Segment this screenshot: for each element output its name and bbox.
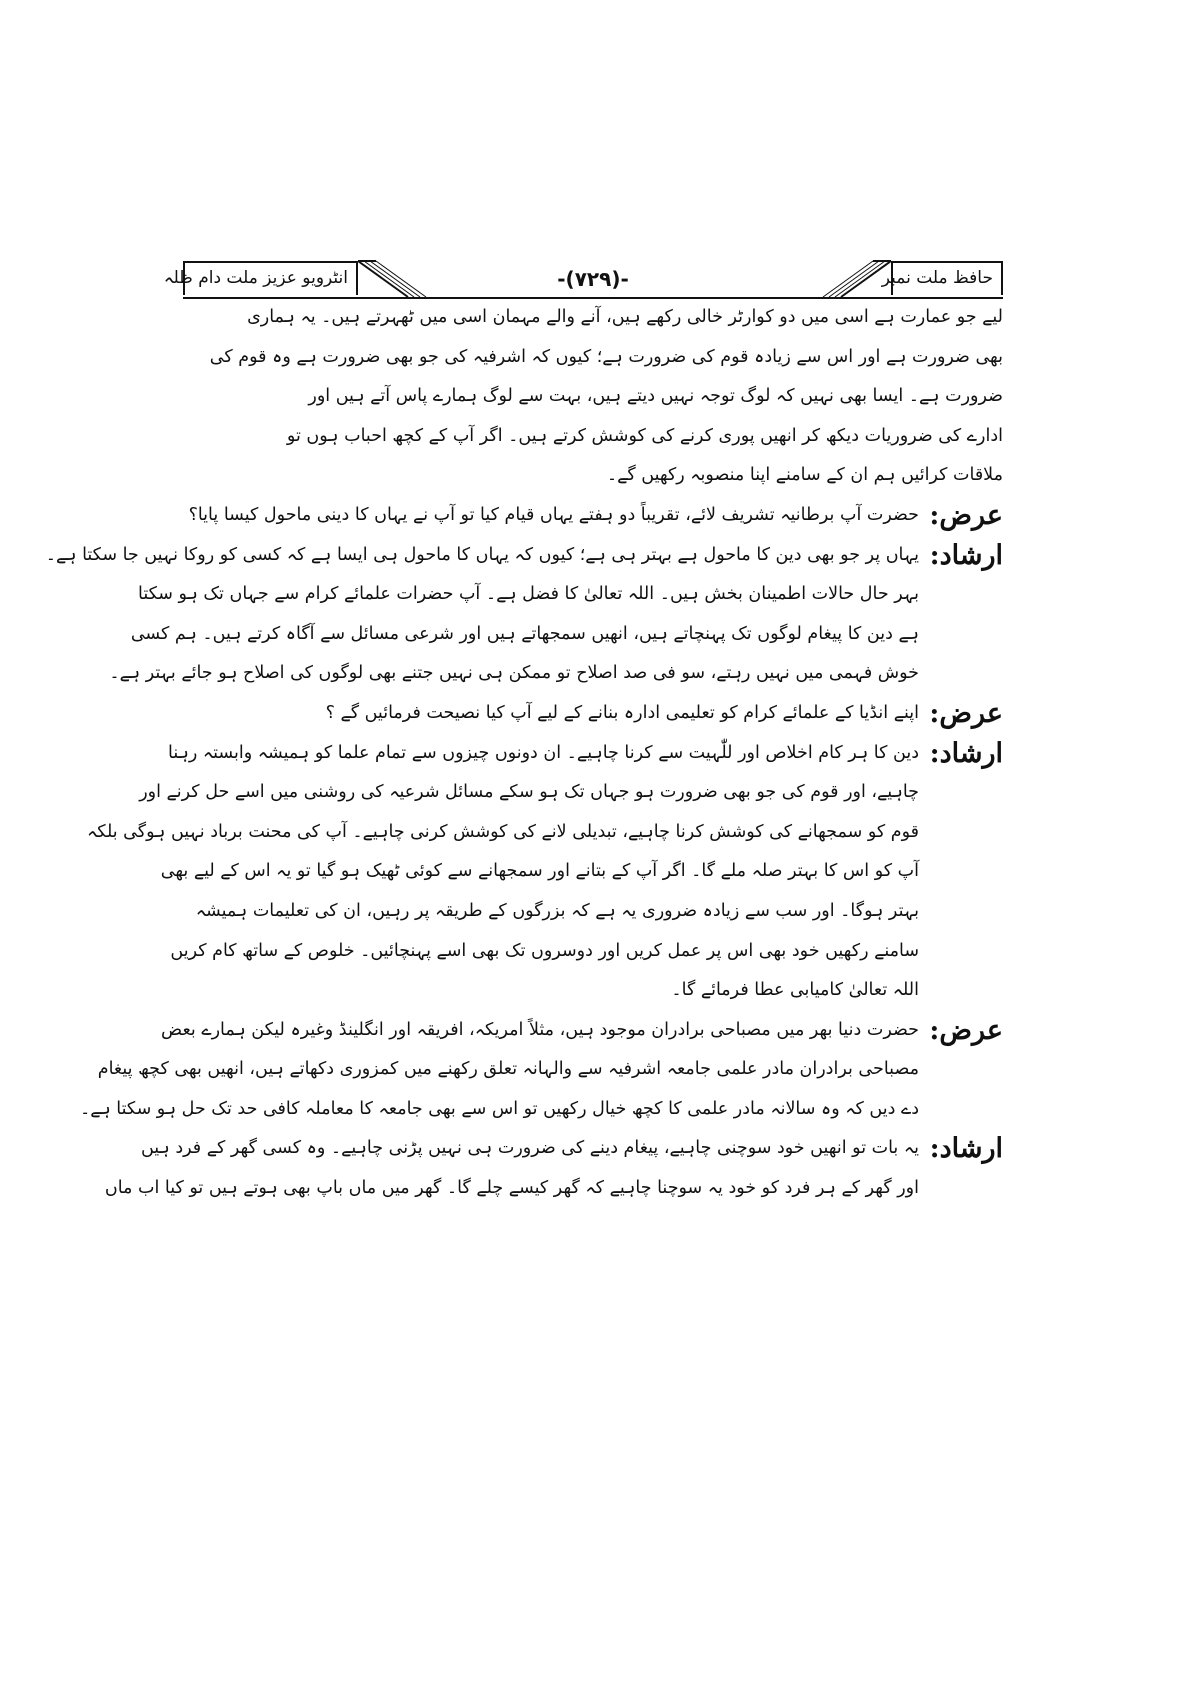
- text-line: آپ کو اس کا بہتر صلہ ملے گا۔ اگر آپ کے بتانے اور سمجھانے سے کوئی ٹھیک ہو گیا تو یہ اس کے لیے بھی: [160, 861, 919, 882]
- question-label: عرض:: [929, 499, 1003, 531]
- text-line: ضرورت ہے۔ ایسا بھی نہیں کہ لوگ توجہ نہیں دیتے ہیں، بہت سے لوگ ہمارے پاس آتے ہیں اور: [308, 386, 1003, 407]
- header-section-title: انٹرویو عزیز ملت دام ظلہ: [183, 261, 358, 295]
- answer-label: ارشاد:: [929, 539, 1003, 571]
- text-line: بہر حال حالات اطمینان بخش ہیں۔ اللہ تعالیٰ کا فضل ہے۔ آپ حضرات علمائے کرام سے جہاں تک ہو سکتا: [138, 584, 919, 605]
- question-block: [183, 694, 1003, 734]
- text-line: ادارے کی ضروریات دیکھ کر انھیں پوری کرنے کی کوشش کرتے ہیں۔ اگر آپ کے کچھ احباب ہوں تو: [286, 425, 1003, 446]
- text-line: بھی ضرورت ہے اور اس سے زیادہ قوم کی ضرورت ہے؛ کیوں کہ اشرفیہ کی جو بھی ضرورت ہے وہ قوم کی: [209, 346, 1003, 367]
- text-line: حضرت دنیا بھر میں مصباحی برادران موجود ہیں، مثلاً امریکہ، افریقہ اور انگلینڈ وغیرہ لیکن ہمارے بعض: [161, 1019, 919, 1040]
- answer-text: [45, 536, 919, 694]
- text-line: اللہ تعالیٰ کامیابی عطا فرمائے گا۔: [671, 980, 919, 1001]
- header-diagonal-ornament-left: [358, 253, 468, 297]
- paragraph-continuation: [183, 298, 1003, 496]
- question-block: [183, 496, 1003, 536]
- text-line: لیے جو عمارت ہے اسی میں دو کوارٹر خالی رکھے ہیں، آنے والے مہمان اسی میں ٹھہرتے ہیں۔ یہ ہماری: [247, 307, 1003, 327]
- text-line: اور گھر کے ہر فرد کو خود یہ سوچنا چاہیے کہ گھر کیسے چلے گا۔ گھر میں ماں باپ بھی ہوتے ہیں تو کیا اب ماں: [104, 1178, 919, 1199]
- text-line: یہاں پر جو بھی دین کا ماحول ہے بہتر ہی ہے؛ کیوں کہ یہاں کا ماحول ہی ایسا ہے کہ کسی کو روکا نہیں جا سکتا ہے۔: [45, 544, 919, 565]
- question-block: [79, 1011, 1003, 1130]
- answer-label: ارشاد:: [929, 737, 1003, 769]
- question-text: [183, 496, 919, 536]
- running-header: [163, 253, 1003, 299]
- interview-body: [45, 298, 1003, 1209]
- text-line: قوم کو سمجھانے کی کوشش کرنا چاہیے، تبدیلی لانے کی کوشش کرنی چاہیے۔ آپ کی محنت برباد نہیں ہوگی بلکہ: [87, 821, 919, 842]
- question-label: عرض:: [929, 1014, 1003, 1046]
- text-line: چاہیے، اور قوم کی جو بھی ضرورت ہو جہاں تک ہو سکے مسائل شرعیہ کی روشنی میں اسے حل کرنے اور: [139, 782, 919, 803]
- text-line: سامنے رکھیں خود بھی اس پر عمل کریں اور دوسروں تک بھی اسے پہنچائیں۔ خلوص کے ساتھ کام کریں: [170, 940, 919, 961]
- text-line: دین کا ہر کام اخلاص اور للّٰہیت سے کرنا چاہیے۔ ان دونوں چیزوں سے تمام علما کو ہمیشہ وابستہ رہنا: [167, 742, 919, 763]
- answer-label: ارشاد:: [929, 1133, 1003, 1165]
- answer-block: [87, 734, 1003, 1011]
- text-line: دے دیں کہ وہ سالانہ مادر علمی کا کچھ خیال رکھیں تو اس سے بھی جامعہ کا معاملہ کافی حد تک حل ہو سکتا ہے۔: [79, 1098, 919, 1119]
- text-line: خوش فہمی میں نہیں رہتے، سو فی صد اصلاح تو ممکن ہی نہیں جتنے بھی لوگوں کی اصلاح ہو جائے بہتر ہے۔: [109, 663, 919, 684]
- text-line: ملاقات کرائیں ہم ان کے سامنے اپنا منصوبہ رکھیں گے۔: [606, 465, 1003, 486]
- text-line: اپنے انڈیا کے علمائے کرام کو تعلیمی ادارہ بنانے کے لیے آپ کیا نصیحت فرمائیں گے ؟: [325, 702, 919, 723]
- text-line: حضرت آپ برطانیہ تشریف لائے، تقریباً دو ہفتے یہاں قیام کیا تو آپ نے یہاں کا دینی ماحول کیسا پایا؟: [188, 504, 919, 525]
- text-line: ہے دین کا پیغام لوگوں تک پہنچاتے ہیں، انھیں سمجھاتے ہیں اور شرعی مسائل سے آگاہ کرتے ہیں۔ ہم کسی: [130, 623, 919, 644]
- page-number: -(۷۲۹)-: [557, 267, 629, 291]
- answer-block: [45, 536, 1003, 694]
- answer-text: [87, 734, 919, 1011]
- text-line: بہتر ہوگا۔ اور سب سے زیادہ ضروری یہ ہے کہ بزرگوں کے طریقہ پر رہیں، ان کی تعلیمات ہمیشہ: [195, 900, 919, 921]
- paragraph-text: [183, 298, 1003, 496]
- header-magazine-title: حافظ ملت نمبر: [891, 261, 1003, 295]
- text-line: مصباحی برادران مادر علمی جامعہ اشرفیہ سے والہانہ تعلق رکھنے میں کمزوری دکھاتے ہیں، انھیں بھی کچھ پیغام: [97, 1059, 919, 1080]
- question-text: [183, 694, 919, 734]
- question-text: [79, 1011, 919, 1130]
- answer-block: [104, 1129, 1003, 1208]
- question-label: عرض:: [929, 697, 1003, 729]
- answer-text: [104, 1129, 919, 1208]
- text-line: یہ بات تو انھیں خود سوچنی چاہیے، پیغام دینے کی ضرورت ہی نہیں پڑنی چاہیے۔ وہ کسی گھر کے فرد ہیں: [140, 1138, 919, 1159]
